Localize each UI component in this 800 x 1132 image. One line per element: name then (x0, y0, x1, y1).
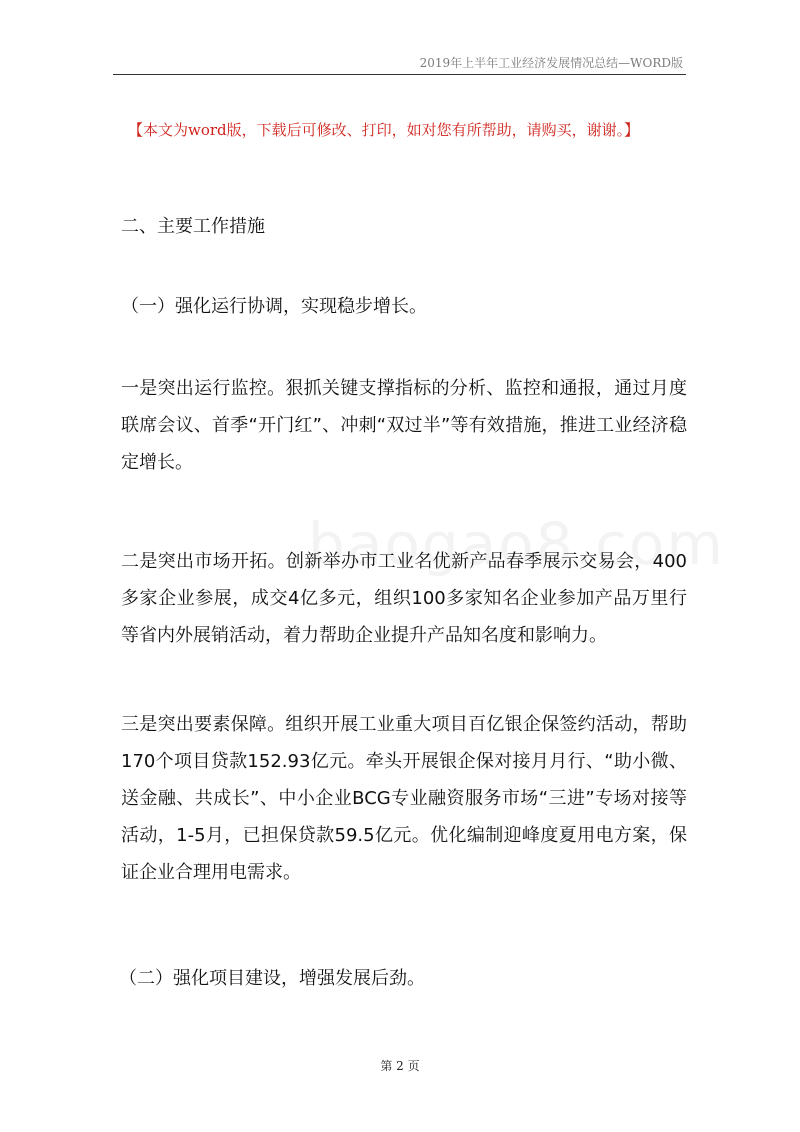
sub-heading-1: （一）强化运行协调，实现稳步增长。 (121, 296, 427, 317)
paragraph-2: 二是突出市场开拓。创新举办市工业名优新产品春季展示交易会，400多家企业参展，成交4亿多元，组织100多家知名企业参加产品万里行等省内外展销活动，着力帮助企业提升产品知名度和影响力。 (121, 551, 687, 646)
purchase-notice: 【本文为word版，下载后可修改、打印，如对您有所帮助，请购买，谢谢。】 (128, 121, 640, 139)
paragraph-1: 一是突出运行监控。狠抓关键支撑指标的分析、监控和通报，通过月度联席会议、首季“开门红”、冲刺“双过半”等有效措施，推进工业经济稳定增长。 (121, 378, 687, 473)
page-number: 第 2 页 (380, 1059, 420, 1073)
paragraph-3: 三是突出要素保障。组织开展工业重大项目百亿银企保签约活动，帮助170个项目贷款152.93亿元。牵头开展银企保对接月月行、“助小微、送金融、共成长”、中小企业BCG专业融资服务市场“三进”专场对接等活动，1-5月，已担保贷款59.5亿元。优化编制迎峰度夏用电方案，保证企业合理用电需求。 (121, 714, 687, 883)
section-heading: 二、主要工作措施 (121, 216, 265, 237)
sub-heading-2: （二）强化项目建设，增强发展后劲。 (119, 968, 425, 989)
running-header: 2019年上半年工业经济发展情况总结—WORD版 (419, 56, 683, 70)
header-divider (113, 74, 686, 75)
